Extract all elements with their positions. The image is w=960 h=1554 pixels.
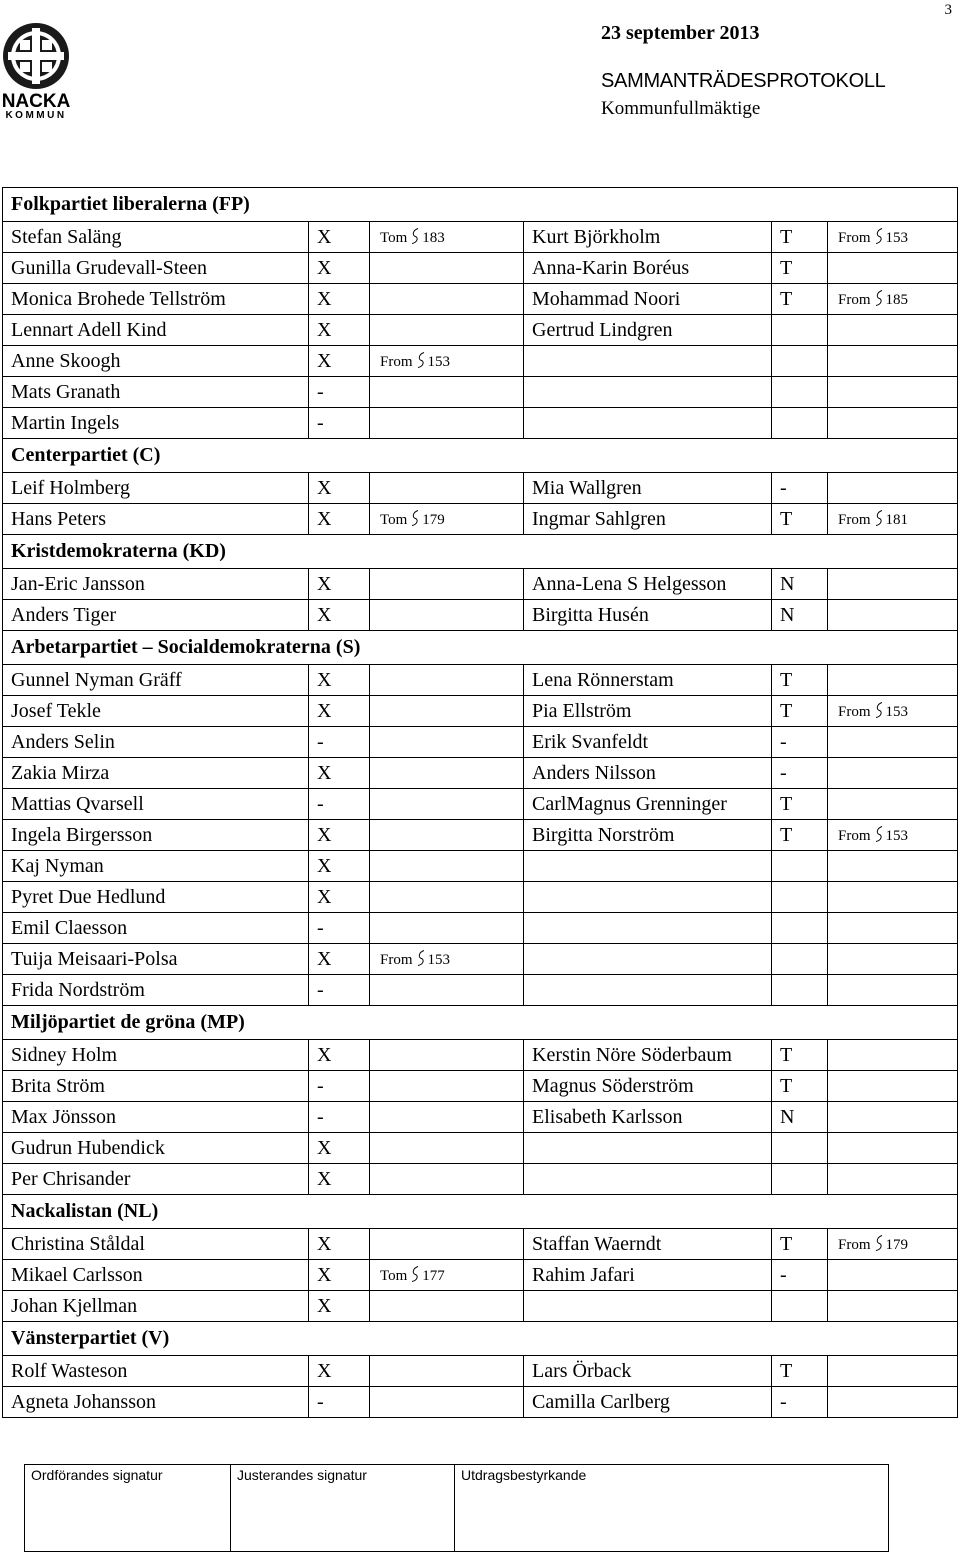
substitute-attendance-mark: - (772, 473, 828, 504)
substitute-member-name (524, 408, 772, 439)
ordinary-member-name: Mattias Qvarsell (3, 789, 309, 820)
adjuster-signature-label: Justerandes signatur (237, 1467, 367, 1483)
member-row (3, 789, 958, 820)
member-row (3, 315, 958, 346)
ordinary-member-name: Ingela Birgersson (3, 820, 309, 851)
substitute-attendance-mark: - (772, 1387, 828, 1418)
ordinary-attendance-mark: - (309, 789, 370, 820)
ordinary-note (370, 727, 524, 758)
ordinary-member-name: Emil Claesson (3, 913, 309, 944)
substitute-member-name: Anders Nilsson (524, 758, 772, 789)
note-paragraph: 153 (885, 703, 909, 720)
note-prefix: Tom (380, 511, 408, 528)
substitute-member-name (524, 913, 772, 944)
ordinary-member-name: Pyret Due Hedlund (3, 882, 309, 913)
substitute-note (828, 504, 958, 535)
ordinary-note (370, 944, 524, 975)
substitute-attendance-mark (772, 1164, 828, 1195)
ordinary-member-name: Tuija Meisaari-Polsa (3, 944, 309, 975)
signature-footer (24, 1464, 889, 1552)
ordinary-note (370, 1102, 524, 1133)
ordinary-attendance-mark: - (309, 913, 370, 944)
note-prefix: From (838, 1236, 871, 1253)
substitute-note (828, 882, 958, 913)
note-prefix: From (838, 703, 871, 720)
note-prefix: From (838, 511, 871, 528)
substitute-member-name: CarlMagnus Grenninger (524, 789, 772, 820)
member-row (3, 665, 958, 696)
substitute-member-name (524, 851, 772, 882)
ordinary-member-name: Sidney Holm (3, 1040, 309, 1071)
chair-signature-box (25, 1465, 231, 1552)
substitute-member-name: Birgitta Husén (524, 600, 772, 631)
substitute-note (828, 408, 958, 439)
substitute-member-name (524, 882, 772, 913)
ordinary-attendance-mark: X (309, 1356, 370, 1387)
member-row (3, 1102, 958, 1133)
ordinary-note (370, 408, 524, 439)
party-name: Miljöpartiet de gröna (MP) (3, 1006, 958, 1040)
substitute-attendance-mark (772, 913, 828, 944)
ordinary-member-name: Max Jönsson (3, 1102, 309, 1133)
note-prefix: From (838, 229, 871, 246)
member-row (3, 727, 958, 758)
ordinary-note (370, 346, 524, 377)
ordinary-member-name: Gudrun Hubendick (3, 1133, 309, 1164)
substitute-member-name (524, 1164, 772, 1195)
substitute-attendance-mark: T (772, 820, 828, 851)
substitute-member-name (524, 1291, 772, 1322)
ordinary-attendance-mark: X (309, 696, 370, 727)
substitute-member-name: Lars Örback (524, 1356, 772, 1387)
logo-sub: KOMMUN (5, 110, 67, 121)
note-paragraph: 153 (885, 827, 909, 844)
member-row (3, 284, 958, 315)
substitute-attendance-mark (772, 1291, 828, 1322)
substitute-note (828, 1164, 958, 1195)
substitute-member-name: Kerstin Nöre Söderbaum (524, 1040, 772, 1071)
ordinary-member-name: Per Chrisander (3, 1164, 309, 1195)
substitute-member-name: Anna-Lena S Helgesson (524, 569, 772, 600)
substitute-note (828, 944, 958, 975)
party-header-row (3, 1322, 958, 1356)
note-paragraph: 183 (422, 229, 445, 246)
substitute-note (828, 975, 958, 1006)
member-row (3, 1356, 958, 1387)
substitute-member-name: Camilla Carlberg (524, 1387, 772, 1418)
ordinary-note (370, 851, 524, 882)
substitute-attendance-mark: - (772, 1260, 828, 1291)
member-row (3, 882, 958, 913)
substitute-member-name: Birgitta Norström (524, 820, 772, 851)
ordinary-attendance-mark: X (309, 504, 370, 535)
note-paragraph: 153 (427, 951, 451, 968)
note-paragraph: 179 (885, 1236, 909, 1253)
substitute-member-name (524, 975, 772, 1006)
note-paragraph: 177 (422, 1267, 445, 1284)
substitute-note (828, 820, 958, 851)
note-paragraph: 153 (885, 229, 909, 246)
substitute-note (828, 1102, 958, 1133)
ordinary-note (370, 789, 524, 820)
header-subtitle: Kommunfullmäktige (601, 98, 761, 119)
member-row (3, 600, 958, 631)
logo-name: NACKA (1, 91, 71, 112)
ordinary-member-name: Stefan Saläng (3, 222, 309, 253)
ordinary-member-name: Brita Ström (3, 1071, 309, 1102)
section-sign-icon (875, 1235, 883, 1251)
member-row (3, 377, 958, 408)
ordinary-note (370, 569, 524, 600)
ordinary-attendance-mark: - (309, 1387, 370, 1418)
substitute-member-name: Mia Wallgren (524, 473, 772, 504)
substitute-attendance-mark: N (772, 1102, 828, 1133)
note-paragraph: 153 (427, 353, 451, 370)
substitute-attendance-mark (772, 315, 828, 346)
ordinary-member-name: Hans Peters (3, 504, 309, 535)
party-name: Centerpartiet (C) (3, 439, 958, 473)
ordinary-note (370, 882, 524, 913)
substitute-note (828, 253, 958, 284)
attendance-table (2, 187, 958, 1418)
section-sign-icon (875, 290, 883, 306)
substitute-note (828, 758, 958, 789)
member-row (3, 473, 958, 504)
substitute-attendance-mark: T (772, 222, 828, 253)
party-name: Arbetarpartiet – Socialdemokraterna (S) (3, 631, 958, 665)
section-sign-icon (411, 228, 419, 244)
party-name: Kristdemokraterna (KD) (3, 535, 958, 569)
substitute-attendance-mark: T (772, 1356, 828, 1387)
party-header-row (3, 1006, 958, 1040)
ordinary-member-name: Mats Granath (3, 377, 309, 408)
ordinary-note (370, 253, 524, 284)
substitute-note (828, 1071, 958, 1102)
ordinary-member-name: Kaj Nyman (3, 851, 309, 882)
substitute-member-name: Pia Ellström (524, 696, 772, 727)
member-row (3, 222, 958, 253)
ordinary-attendance-mark: X (309, 1260, 370, 1291)
ordinary-member-name: Mikael Carlsson (3, 1260, 309, 1291)
ordinary-member-name: Leif Holmberg (3, 473, 309, 504)
party-name: Nackalistan (NL) (3, 1195, 958, 1229)
member-row (3, 1291, 958, 1322)
ordinary-note (370, 1260, 524, 1291)
substitute-note (828, 346, 958, 377)
note-prefix: From (838, 827, 871, 844)
substitute-member-name: Lena Rönnerstam (524, 665, 772, 696)
note-paragraph: 185 (885, 291, 909, 308)
ordinary-attendance-mark: X (309, 1229, 370, 1260)
ordinary-attendance-mark: - (309, 975, 370, 1006)
member-row (3, 1164, 958, 1195)
substitute-note (828, 1229, 958, 1260)
note-prefix: From (380, 951, 413, 968)
ordinary-note (370, 1071, 524, 1102)
substitute-member-name (524, 346, 772, 377)
ordinary-member-name: Monica Brohede Tellström (3, 284, 309, 315)
member-row (3, 1071, 958, 1102)
substitute-member-name: Gertrud Lindgren (524, 315, 772, 346)
ordinary-attendance-mark: X (309, 222, 370, 253)
substitute-note (828, 1387, 958, 1418)
substitute-attendance-mark: T (772, 504, 828, 535)
ordinary-note (370, 222, 524, 253)
member-row (3, 851, 958, 882)
adjuster-signature-box (231, 1465, 455, 1552)
member-row (3, 1040, 958, 1071)
ordinary-attendance-mark: X (309, 346, 370, 377)
note-prefix: From (838, 291, 871, 308)
substitute-note (828, 284, 958, 315)
substitute-attendance-mark: T (772, 284, 828, 315)
chair-signature-label: Ordförandes signatur (31, 1467, 163, 1483)
ordinary-attendance-mark: X (309, 315, 370, 346)
section-sign-icon (875, 702, 883, 718)
member-row (3, 696, 958, 727)
ordinary-note (370, 665, 524, 696)
ordinary-member-name: Anders Tiger (3, 600, 309, 631)
header-title: SAMMANTRÄDESPROTOKOLL (601, 70, 886, 92)
nacka-logo (0, 20, 72, 120)
ordinary-attendance-mark: - (309, 1102, 370, 1133)
ordinary-attendance-mark: X (309, 284, 370, 315)
substitute-note (828, 665, 958, 696)
substitute-note (828, 1356, 958, 1387)
ordinary-attendance-mark: X (309, 882, 370, 913)
ordinary-note (370, 913, 524, 944)
section-sign-icon (875, 228, 883, 244)
member-row (3, 1260, 958, 1291)
party-name: Vänsterpartiet (V) (3, 1322, 958, 1356)
ordinary-attendance-mark: X (309, 758, 370, 789)
section-sign-icon (875, 510, 883, 526)
substitute-attendance-mark (772, 882, 828, 913)
ordinary-note (370, 975, 524, 1006)
ordinary-note (370, 1387, 524, 1418)
note-paragraph: 179 (422, 511, 445, 528)
ordinary-attendance-mark: X (309, 1133, 370, 1164)
substitute-attendance-mark: - (772, 758, 828, 789)
substitute-note (828, 1291, 958, 1322)
ordinary-member-name: Anders Selin (3, 727, 309, 758)
ordinary-note (370, 758, 524, 789)
member-row (3, 758, 958, 789)
member-row (3, 504, 958, 535)
note-paragraph: 181 (885, 511, 909, 528)
substitute-attendance-mark (772, 346, 828, 377)
member-row (3, 569, 958, 600)
member-row (3, 1387, 958, 1418)
substitute-note (828, 1133, 958, 1164)
member-row (3, 944, 958, 975)
substitute-attendance-mark: N (772, 569, 828, 600)
ordinary-member-name: Rolf Wasteson (3, 1356, 309, 1387)
substitute-member-name: Magnus Söderström (524, 1071, 772, 1102)
substitute-attendance-mark: T (772, 1040, 828, 1071)
ordinary-member-name: Gunnel Nyman Gräff (3, 665, 309, 696)
ordinary-attendance-mark: - (309, 1071, 370, 1102)
ordinary-note (370, 284, 524, 315)
ordinary-note (370, 315, 524, 346)
ordinary-attendance-mark: X (309, 600, 370, 631)
member-row (3, 253, 958, 284)
substitute-attendance-mark (772, 1133, 828, 1164)
ordinary-attendance-mark: - (309, 408, 370, 439)
ordinary-note (370, 820, 524, 851)
substitute-member-name (524, 944, 772, 975)
ordinary-note (370, 473, 524, 504)
substitute-note (828, 727, 958, 758)
party-header-row (3, 631, 958, 665)
ordinary-attendance-mark: X (309, 473, 370, 504)
party-name: Folkpartiet liberalerna (FP) (3, 188, 958, 222)
party-header-row (3, 1195, 958, 1229)
ordinary-attendance-mark: X (309, 1040, 370, 1071)
substitute-member-name: Erik Svanfeldt (524, 727, 772, 758)
substitute-member-name: Mohammad Noori (524, 284, 772, 315)
ordinary-note (370, 377, 524, 408)
ordinary-attendance-mark: X (309, 569, 370, 600)
substitute-attendance-mark (772, 377, 828, 408)
party-header-row (3, 535, 958, 569)
substitute-member-name: Ingmar Sahlgren (524, 504, 772, 535)
extract-certifier-label: Utdragsbestyrkande (461, 1467, 587, 1483)
substitute-attendance-mark: T (772, 1071, 828, 1102)
ordinary-member-name: Johan Kjellman (3, 1291, 309, 1322)
substitute-attendance-mark: T (772, 1229, 828, 1260)
ordinary-member-name: Martin Ingels (3, 408, 309, 439)
substitute-member-name: Kurt Björkholm (524, 222, 772, 253)
substitute-note (828, 569, 958, 600)
ordinary-member-name: Anne Skoogh (3, 346, 309, 377)
ordinary-note (370, 696, 524, 727)
substitute-attendance-mark: T (772, 253, 828, 284)
member-row (3, 1133, 958, 1164)
ordinary-member-name: Agneta Johansson (3, 1387, 309, 1418)
ordinary-note (370, 1133, 524, 1164)
substitute-note (828, 913, 958, 944)
ordinary-member-name: Lennart Adell Kind (3, 315, 309, 346)
substitute-note (828, 789, 958, 820)
ordinary-member-name: Gunilla Grudevall-Steen (3, 253, 309, 284)
header-date: 23 september 2013 (601, 22, 760, 44)
substitute-attendance-mark (772, 944, 828, 975)
member-row (3, 346, 958, 377)
extract-certifier-box (455, 1465, 889, 1552)
page-number: 3 (944, 2, 952, 18)
substitute-attendance-mark (772, 851, 828, 882)
substitute-note (828, 377, 958, 408)
substitute-member-name: Staffan Waerndt (524, 1229, 772, 1260)
ordinary-note (370, 1356, 524, 1387)
substitute-note (828, 600, 958, 631)
substitute-note (828, 1040, 958, 1071)
party-header-row (3, 188, 958, 222)
substitute-member-name: Anna-Karin Boréus (524, 253, 772, 284)
substitute-attendance-mark: - (772, 727, 828, 758)
member-row (3, 820, 958, 851)
ordinary-note (370, 1229, 524, 1260)
ordinary-attendance-mark: X (309, 1291, 370, 1322)
ordinary-member-name: Zakia Mirza (3, 758, 309, 789)
ordinary-note (370, 1040, 524, 1071)
substitute-member-name: Rahim Jafari (524, 1260, 772, 1291)
ordinary-attendance-mark: X (309, 665, 370, 696)
substitute-attendance-mark: N (772, 600, 828, 631)
substitute-note (828, 851, 958, 882)
section-sign-icon (417, 352, 425, 368)
substitute-note (828, 222, 958, 253)
note-prefix: From (380, 353, 413, 370)
member-row (3, 408, 958, 439)
substitute-note (828, 473, 958, 504)
ordinary-attendance-mark: X (309, 820, 370, 851)
member-row (3, 913, 958, 944)
substitute-attendance-mark (772, 408, 828, 439)
substitute-member-name: Elisabeth Karlsson (524, 1102, 772, 1133)
nacka-emblem-icon (0, 20, 72, 92)
ordinary-attendance-mark: - (309, 377, 370, 408)
substitute-note (828, 1260, 958, 1291)
substitute-attendance-mark (772, 975, 828, 1006)
ordinary-note (370, 504, 524, 535)
ordinary-note (370, 1164, 524, 1195)
ordinary-member-name: Christina Ståldal (3, 1229, 309, 1260)
section-sign-icon (411, 1266, 419, 1282)
ordinary-attendance-mark: X (309, 253, 370, 284)
substitute-note (828, 696, 958, 727)
substitute-attendance-mark: T (772, 696, 828, 727)
member-row (3, 1229, 958, 1260)
ordinary-attendance-mark: X (309, 1164, 370, 1195)
substitute-attendance-mark: T (772, 665, 828, 696)
section-sign-icon (411, 510, 419, 526)
note-prefix: Tom (380, 229, 408, 246)
substitute-attendance-mark: T (772, 789, 828, 820)
ordinary-member-name: Jan-Eric Jansson (3, 569, 309, 600)
ordinary-attendance-mark: X (309, 851, 370, 882)
substitute-member-name (524, 377, 772, 408)
party-header-row (3, 439, 958, 473)
ordinary-note (370, 1291, 524, 1322)
ordinary-note (370, 600, 524, 631)
substitute-member-name (524, 1133, 772, 1164)
ordinary-member-name: Frida Nordström (3, 975, 309, 1006)
ordinary-attendance-mark: - (309, 727, 370, 758)
member-row (3, 975, 958, 1006)
section-sign-icon (875, 826, 883, 842)
ordinary-attendance-mark: X (309, 944, 370, 975)
section-sign-icon (417, 950, 425, 966)
note-prefix: Tom (380, 1267, 408, 1284)
ordinary-member-name: Josef Tekle (3, 696, 309, 727)
substitute-note (828, 315, 958, 346)
